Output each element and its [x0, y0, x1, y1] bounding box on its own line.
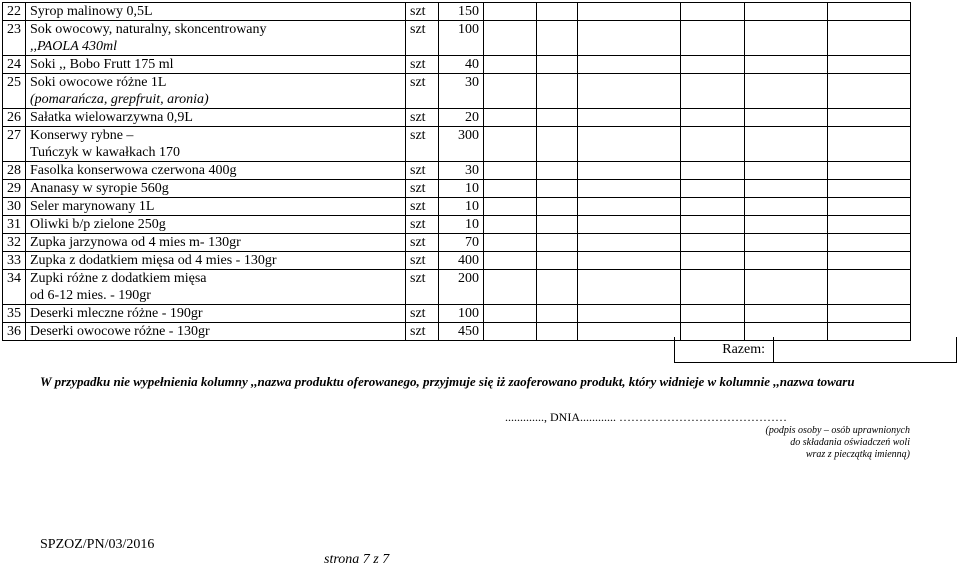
- empty-cell[interactable]: [578, 323, 681, 341]
- product-name-line: Sałatka wielowarzywna 0,9L: [30, 110, 193, 125]
- unit: szt: [406, 270, 439, 305]
- unit: szt: [406, 74, 439, 109]
- empty-cell[interactable]: [745, 3, 828, 21]
- unit: szt: [406, 305, 439, 323]
- empty-cell[interactable]: [578, 180, 681, 198]
- empty-cell[interactable]: [745, 56, 828, 74]
- table-row: [3, 127, 911, 162]
- product-name-line: Sok owocowy, naturalny, skoncentrowany: [30, 22, 267, 37]
- empty-cell[interactable]: [578, 74, 681, 109]
- unit: szt: [406, 127, 439, 162]
- empty-cell[interactable]: [828, 3, 911, 21]
- empty-cell[interactable]: [537, 216, 578, 234]
- row-number: 24: [3, 56, 26, 74]
- table-row: [3, 180, 911, 198]
- empty-cell[interactable]: [745, 234, 828, 252]
- signature-line: (podpis osoby – osób uprawnionych: [765, 425, 910, 436]
- empty-cell[interactable]: [745, 252, 828, 270]
- empty-cell[interactable]: [745, 270, 828, 305]
- empty-cell[interactable]: [537, 127, 578, 162]
- empty-cell[interactable]: [484, 3, 537, 21]
- items-table: [2, 2, 911, 341]
- quantity: 70: [439, 234, 484, 252]
- empty-cell[interactable]: [484, 234, 537, 252]
- product-name-line: Deserki mleczne różne - 190gr: [30, 306, 203, 321]
- quantity: 400: [439, 252, 484, 270]
- empty-cell[interactable]: [484, 216, 537, 234]
- unit: szt: [406, 180, 439, 198]
- row-number: 33: [3, 252, 26, 270]
- product-name-line: Seler marynowany 1L: [30, 199, 155, 214]
- quantity: 10: [439, 216, 484, 234]
- product-name: [26, 74, 406, 109]
- empty-cell[interactable]: [681, 109, 745, 127]
- empty-cell[interactable]: [537, 305, 578, 323]
- page-number: strona 7 z 7: [324, 552, 390, 567]
- razem-value-cell[interactable]: [773, 337, 957, 363]
- product-name-line: Soki ,, Bobo Frutt 175 ml: [30, 57, 174, 72]
- empty-cell[interactable]: [745, 74, 828, 109]
- empty-cell[interactable]: [537, 74, 578, 109]
- empty-cell[interactable]: [681, 198, 745, 216]
- empty-cell[interactable]: [484, 305, 537, 323]
- quantity: 100: [439, 21, 484, 56]
- signature-line: wraz z pieczątką imienną): [805, 449, 910, 460]
- empty-cell[interactable]: [745, 305, 828, 323]
- table-row: [3, 216, 911, 234]
- row-number: 34: [3, 270, 26, 305]
- unit: szt: [406, 3, 439, 21]
- empty-cell[interactable]: [537, 162, 578, 180]
- product-name-line: Zupki różne z dodatkiem mięsa: [30, 271, 207, 286]
- product-name: [26, 109, 406, 127]
- empty-cell[interactable]: [578, 56, 681, 74]
- empty-cell[interactable]: [484, 198, 537, 216]
- product-name-line: Konserwy rybne –: [30, 128, 134, 143]
- empty-cell[interactable]: [484, 323, 537, 341]
- row-number: 28: [3, 162, 26, 180]
- row-number: 32: [3, 234, 26, 252]
- empty-cell[interactable]: [681, 127, 745, 162]
- product-name: [26, 270, 406, 305]
- empty-cell[interactable]: [578, 216, 681, 234]
- table-row: [3, 198, 911, 216]
- empty-cell[interactable]: [745, 109, 828, 127]
- quantity: 200: [439, 270, 484, 305]
- empty-cell[interactable]: [828, 234, 911, 252]
- product-name-line: Zupka z dodatkiem mięsa od 4 mies - 130gr: [30, 253, 277, 268]
- product-name-line: od 6-12 mies. - 190gr: [30, 288, 151, 303]
- empty-cell[interactable]: [484, 109, 537, 127]
- row-number: 27: [3, 127, 26, 162]
- empty-cell[interactable]: [537, 109, 578, 127]
- signature-line: do składania oświadczeń woli: [790, 437, 910, 448]
- product-name-line: (pomarańcza, grepfruit, aronia): [30, 92, 209, 107]
- unit: szt: [406, 234, 439, 252]
- empty-cell[interactable]: [484, 21, 537, 56]
- product-name: [26, 162, 406, 180]
- empty-cell[interactable]: [745, 127, 828, 162]
- unit: szt: [406, 56, 439, 74]
- quantity: 100: [439, 305, 484, 323]
- quantity: 40: [439, 56, 484, 74]
- row-number: 36: [3, 323, 26, 341]
- unit: szt: [406, 198, 439, 216]
- quantity: 150: [439, 3, 484, 21]
- quantity: 300: [439, 127, 484, 162]
- table-row: [3, 234, 911, 252]
- empty-cell[interactable]: [578, 3, 681, 21]
- product-name-line: Oliwki b/p zielone 250g: [30, 217, 166, 232]
- table-row: [3, 252, 911, 270]
- empty-cell[interactable]: [578, 252, 681, 270]
- empty-cell[interactable]: [681, 162, 745, 180]
- empty-cell[interactable]: [484, 180, 537, 198]
- table-row: [3, 74, 911, 109]
- quantity: 30: [439, 162, 484, 180]
- empty-cell[interactable]: [484, 270, 537, 305]
- product-name-line: Syrop malinowy 0,5L: [30, 4, 153, 19]
- product-name-line: Ananasy w syropie 560g: [30, 181, 169, 196]
- row-number: 31: [3, 216, 26, 234]
- empty-cell[interactable]: [537, 234, 578, 252]
- unit: szt: [406, 109, 439, 127]
- signature-caption: [752, 425, 910, 461]
- empty-cell[interactable]: [578, 127, 681, 162]
- empty-cell[interactable]: [537, 270, 578, 305]
- product-name: [26, 21, 406, 56]
- product-name: [26, 234, 406, 252]
- empty-cell[interactable]: [681, 21, 745, 56]
- quantity: 10: [439, 180, 484, 198]
- empty-cell[interactable]: [828, 109, 911, 127]
- empty-cell[interactable]: [537, 56, 578, 74]
- empty-cell[interactable]: [828, 270, 911, 305]
- empty-cell[interactable]: [484, 74, 537, 109]
- unit: szt: [406, 162, 439, 180]
- row-number: 22: [3, 3, 26, 21]
- empty-cell[interactable]: [537, 21, 578, 56]
- table-row: [3, 162, 911, 180]
- empty-cell[interactable]: [828, 74, 911, 109]
- empty-cell[interactable]: [681, 3, 745, 21]
- unit: szt: [406, 323, 439, 341]
- empty-cell[interactable]: [537, 252, 578, 270]
- product-name-line: Soki owocowe różne 1L: [30, 75, 167, 90]
- product-name: [26, 252, 406, 270]
- empty-cell[interactable]: [578, 270, 681, 305]
- date-signature-line: ............., DNIA............ ……………………………………: [505, 410, 787, 424]
- empty-cell[interactable]: [537, 323, 578, 341]
- quantity: 30: [439, 74, 484, 109]
- empty-cell[interactable]: [681, 252, 745, 270]
- product-name-line: Fasolka konserwowa czerwona 400g: [30, 163, 237, 178]
- row-number: 35: [3, 305, 26, 323]
- row-number: 29: [3, 180, 26, 198]
- empty-cell[interactable]: [828, 305, 911, 323]
- product-name-line: Zupka jarzynowa od 4 mies m- 130gr: [30, 235, 241, 250]
- product-name: [26, 305, 406, 323]
- table-row: [3, 109, 911, 127]
- row-number: 23: [3, 21, 26, 56]
- empty-cell[interactable]: [578, 305, 681, 323]
- empty-cell[interactable]: [578, 109, 681, 127]
- document-id: SPZOZ/PN/03/2016: [40, 537, 155, 552]
- product-name: [26, 3, 406, 21]
- empty-cell[interactable]: [828, 162, 911, 180]
- empty-cell[interactable]: [578, 234, 681, 252]
- razem-label: Razem:: [674, 337, 774, 363]
- product-name: [26, 198, 406, 216]
- quantity: 20: [439, 109, 484, 127]
- row-number: 25: [3, 74, 26, 109]
- table-row: [3, 3, 911, 21]
- empty-cell[interactable]: [484, 252, 537, 270]
- table-row: [3, 21, 911, 56]
- empty-cell[interactable]: [745, 21, 828, 56]
- empty-cell[interactable]: [745, 162, 828, 180]
- empty-cell[interactable]: [745, 198, 828, 216]
- empty-cell[interactable]: [484, 127, 537, 162]
- empty-cell[interactable]: [828, 127, 911, 162]
- empty-cell[interactable]: [828, 56, 911, 74]
- empty-cell[interactable]: [828, 252, 911, 270]
- product-name: [26, 127, 406, 162]
- table-row: [3, 56, 911, 74]
- unit: szt: [406, 216, 439, 234]
- unit: szt: [406, 21, 439, 56]
- empty-cell[interactable]: [681, 180, 745, 198]
- unit: szt: [406, 252, 439, 270]
- row-number: 30: [3, 198, 26, 216]
- quantity: 450: [439, 323, 484, 341]
- empty-cell[interactable]: [828, 180, 911, 198]
- empty-cell[interactable]: [681, 270, 745, 305]
- empty-cell[interactable]: [681, 234, 745, 252]
- empty-cell[interactable]: [484, 56, 537, 74]
- product-name-line: ,,PAOLA 430ml: [30, 39, 117, 54]
- empty-cell[interactable]: [828, 21, 911, 56]
- quantity: 10: [439, 198, 484, 216]
- empty-cell[interactable]: [828, 198, 911, 216]
- product-name: [26, 56, 406, 74]
- product-name-line: Tuńczyk w kawałkach 170: [30, 145, 180, 160]
- empty-cell[interactable]: [484, 162, 537, 180]
- empty-cell[interactable]: [681, 74, 745, 109]
- empty-cell[interactable]: [681, 305, 745, 323]
- product-name: [26, 216, 406, 234]
- empty-cell[interactable]: [681, 56, 745, 74]
- product-name: [26, 180, 406, 198]
- table-row: [3, 305, 911, 323]
- empty-cell[interactable]: [578, 21, 681, 56]
- empty-cell[interactable]: [745, 180, 828, 198]
- empty-cell[interactable]: [578, 162, 681, 180]
- product-name-line: Deserki owocowe różne - 130gr: [30, 324, 210, 339]
- empty-cell[interactable]: [578, 198, 681, 216]
- row-number: 26: [3, 109, 26, 127]
- table-row: [3, 270, 911, 305]
- empty-cell[interactable]: [537, 3, 578, 21]
- empty-cell[interactable]: [681, 216, 745, 234]
- empty-cell[interactable]: [745, 216, 828, 234]
- empty-cell[interactable]: [537, 180, 578, 198]
- empty-cell[interactable]: [828, 216, 911, 234]
- instruction-note: W przypadku nie wypełnienia kolumny ,,nazwa produktu oferowanego, przyjmuje się iż zaoferowano produkt, który widnieje w kolumnie ,,nazwa towaru: [40, 374, 855, 389]
- empty-cell[interactable]: [537, 198, 578, 216]
- product-name: [26, 323, 406, 341]
